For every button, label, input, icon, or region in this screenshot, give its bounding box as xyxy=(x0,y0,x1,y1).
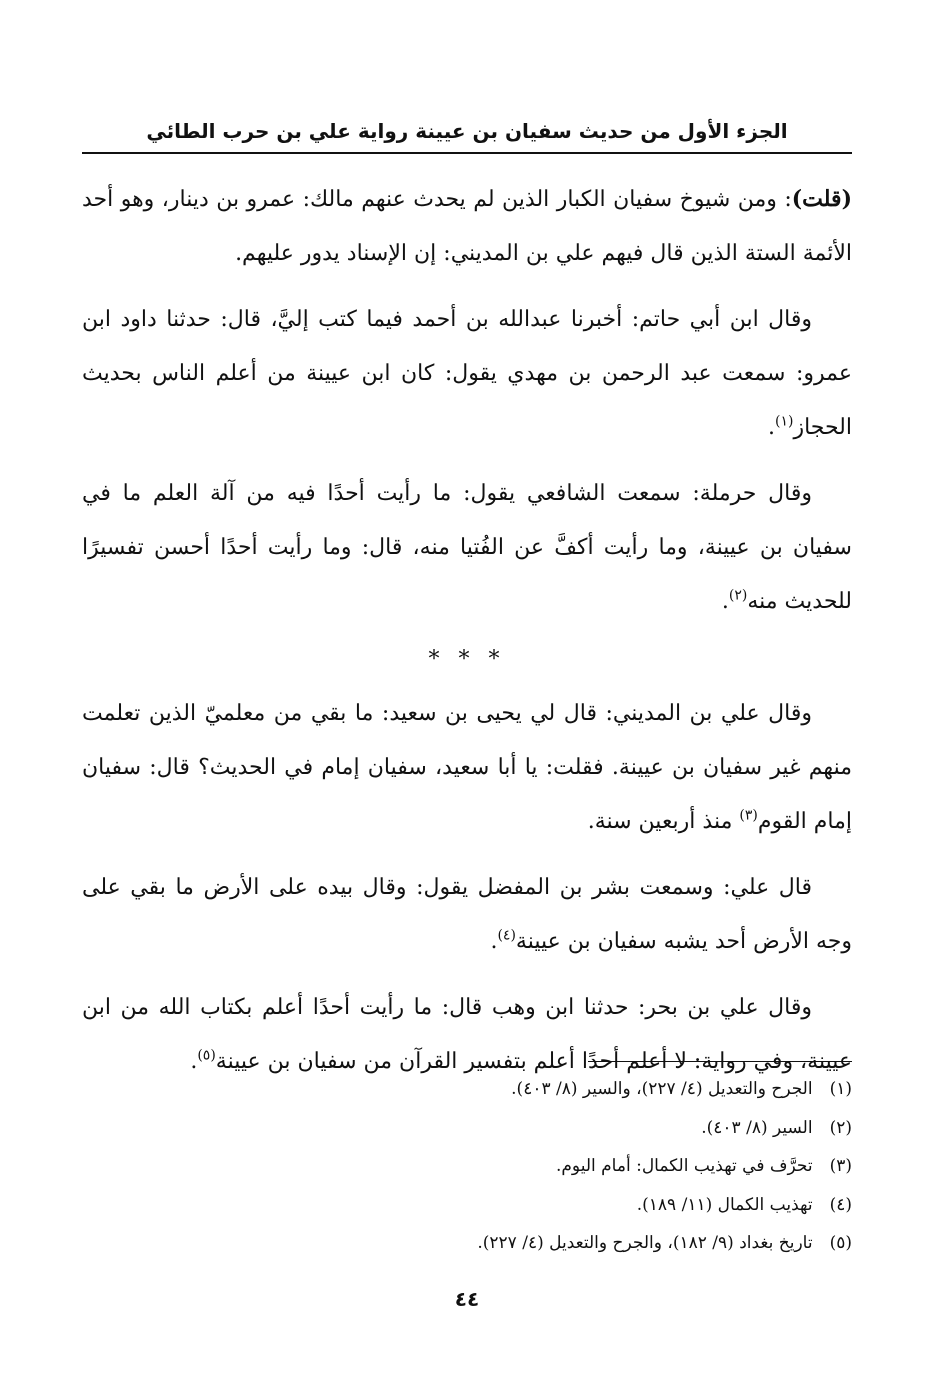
running-header: الجزء الأول من حديث سفيان بن عيينة رواية علي بن حرب الطائي xyxy=(146,119,788,143)
paragraph-text: قال علي: وسمعت بشر بن المفضل يقول: وقال بيده على الأرض ما بقي على وجه الأرض أحد يشبه سفيان بن عيينة xyxy=(82,875,852,954)
paragraph-2 xyxy=(82,293,852,455)
section-separator: * * * xyxy=(428,647,506,672)
footnote-item xyxy=(82,1224,852,1263)
footnote-item xyxy=(82,1147,852,1186)
paragraph-tail: منذ أربعين سنة. xyxy=(587,809,740,834)
footnote-ref[interactable]: (٢) xyxy=(728,587,748,604)
footnote-number: (٥) xyxy=(829,1233,852,1253)
footnote-text: تهذيب الكمال (١١/ ١٨٩). xyxy=(636,1194,813,1215)
footnote-item xyxy=(82,1109,852,1148)
paragraph-tail: . xyxy=(190,1049,198,1074)
footnote-ref[interactable]: (١) xyxy=(774,413,794,430)
paragraph-tail: . xyxy=(767,415,775,440)
footnotes-list xyxy=(82,1070,852,1263)
paragraph-lead: (قلت) xyxy=(791,186,852,212)
paragraph-tail: . xyxy=(721,589,729,614)
footnote-item xyxy=(82,1070,852,1109)
footnote-number: (١) xyxy=(829,1079,852,1099)
footnote-rule xyxy=(588,1061,852,1062)
header-rule xyxy=(82,152,852,154)
paragraph-text: وقال علي بن بحر: حدثنا ابن وهب قال: ما رأيت أحدًا أعلم بكتاب الله من ابن عيينة، وفي رواية: لا أعلم أحدًا أعلم بتفسير القرآن من سفيان بن عيينة xyxy=(82,995,852,1074)
footnote-text: السير (٨/ ٤٠٣). xyxy=(701,1117,813,1138)
page-number: ٤٤ xyxy=(454,1287,480,1311)
paragraph-text: وقال علي بن المديني: قال لي يحيى بن سعيد: ما بقي من معلميّ الذين تعلمت منهم غير سفيان بن عيينة. فقلت: يا أبا سعيد، سفيان إمام في الحديث؟ قال: سفيان إمام القوم xyxy=(82,701,852,834)
book-page xyxy=(82,0,852,1390)
footnote-item xyxy=(82,1186,852,1225)
footnote-number: (٢) xyxy=(829,1117,852,1138)
main-text xyxy=(82,172,852,1101)
footnote-number: (٣) xyxy=(829,1156,852,1176)
paragraph-text: : ومن شيوخ سفيان الكبار الذين لم يحدث عنهم مالك: عمرو بن دينار، وهو أحد الأئمة الستة الذين قال فيهم علي بن المديني: إن الإسناد يدور عليهم. xyxy=(82,187,852,266)
paragraph-1 xyxy=(82,172,852,281)
paragraph-4 xyxy=(82,687,852,849)
paragraph-3 xyxy=(82,467,852,629)
paragraph-tail: . xyxy=(490,929,498,954)
paragraph-text: وقال حرملة: سمعت الشافعي يقول: ما رأيت أحدًا فيه من آلة العلم ما في سفيان بن عيينة، وما رأيت أكفَّ عن الفُتيا منه، قال: وما رأيت أحدًا أحسن تفسيرًا للحديث منه xyxy=(82,481,852,614)
footnote-ref[interactable]: (٤) xyxy=(497,927,516,944)
footnote-text: تاريخ بغداد (٩/ ١٨٢)، والجرح والتعديل (٤/ ٢٢٧). xyxy=(477,1233,813,1253)
footnote-ref[interactable]: (٣) xyxy=(739,807,758,824)
footnote-text: تحرَّف في تهذيب الكمال: أمام اليوم. xyxy=(556,1156,813,1176)
footnote-text: الجرح والتعديل (٤/ ٢٢٧)، والسير (٨/ ٤٠٣). xyxy=(511,1079,813,1099)
paragraph-text: وقال ابن أبي حاتم: أخبرنا عبدالله بن أحمد فيما كتب إليَّ، قال: حدثنا داود ابن عمرو: سمعت عبد الرحمن بن مهدي يقول: كان ابن عيينة من أعلم الناس بحديث الحجاز xyxy=(82,307,852,440)
paragraph-5 xyxy=(82,861,852,969)
footnote-ref[interactable]: (٥) xyxy=(197,1047,216,1064)
footnote-number: (٤) xyxy=(829,1194,852,1215)
